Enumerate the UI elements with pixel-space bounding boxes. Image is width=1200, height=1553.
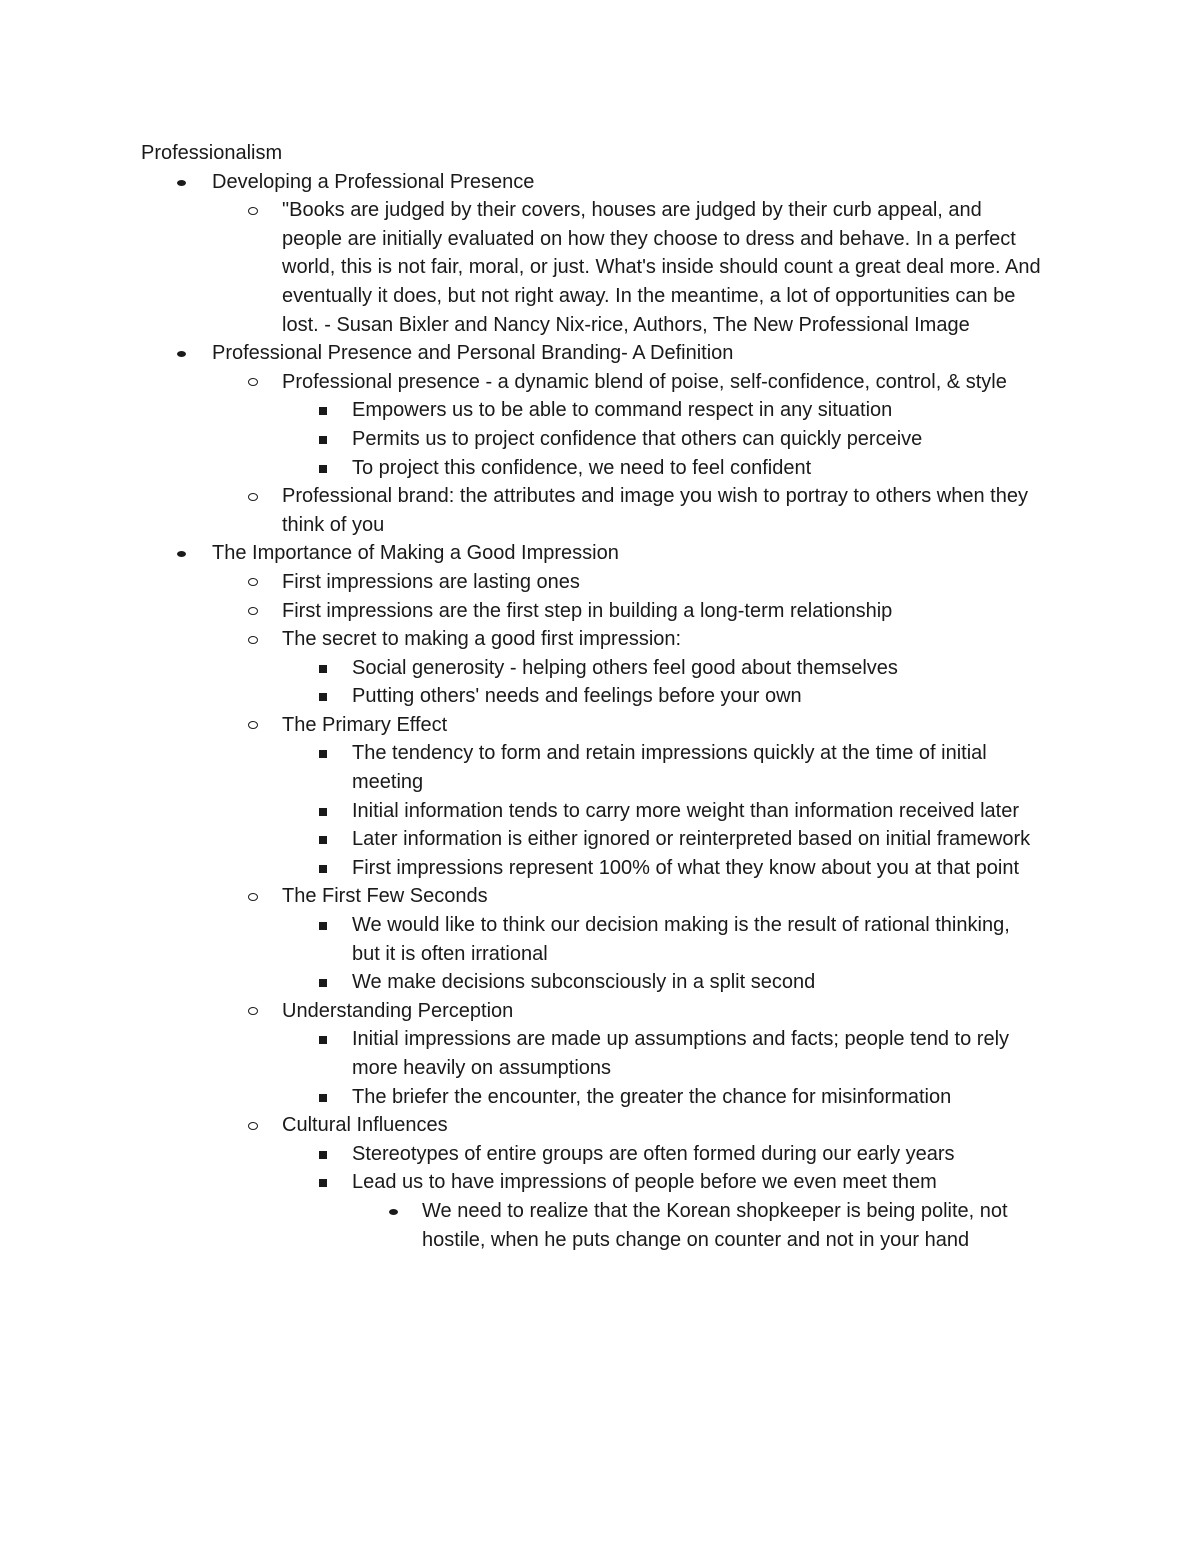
- list-item-text: Lead us to have impressions of people before we even meet them: [352, 1171, 937, 1194]
- list-item: [0, 539, 1040, 568]
- hollow-circle-bullet-icon: [248, 378, 258, 386]
- list-item: [0, 682, 1042, 711]
- list-item-text: Initial information tends to carry more weight than information received later: [352, 799, 1019, 822]
- filled-disc-bullet-icon: [177, 180, 186, 186]
- list-item: [0, 168, 1040, 197]
- list-item: [0, 1025, 1042, 1082]
- list-item: [0, 396, 1042, 425]
- list-item: [0, 739, 1042, 796]
- square-bullet-icon: [319, 665, 327, 673]
- list-item: [0, 882, 1042, 911]
- list-item: [0, 196, 1042, 339]
- list-item-text: The tendency to form and retain impressions quickly at the time of initial meeting: [352, 742, 987, 794]
- list-item-text: We need to realize that the Korean shopkeeper is being polite, not hostile, when he puts change on counter and not in your hand: [422, 1199, 1008, 1251]
- list-item-text: Professional presence - a dynamic blend of poise, self-confidence, control, & style: [282, 370, 1007, 393]
- list-item: [0, 482, 1042, 539]
- list-item-text: The Primary Effect: [282, 713, 448, 736]
- hollow-circle-bullet-icon: [248, 1122, 258, 1130]
- hollow-circle-bullet-icon: [248, 207, 258, 215]
- hollow-circle-bullet-icon: [248, 578, 258, 586]
- list-item-text: Social generosity - helping others feel good about themselves: [352, 656, 898, 679]
- square-bullet-icon: [319, 979, 327, 987]
- list-item-text: Understanding Perception: [282, 999, 514, 1022]
- hollow-circle-bullet-icon: [248, 721, 258, 729]
- list-item: [0, 425, 1042, 454]
- list-item-text: Empowers us to be able to command respect in any situation: [352, 399, 893, 422]
- list-item-text: The Importance of Making a Good Impression: [212, 542, 619, 565]
- square-bullet-icon: [319, 865, 327, 873]
- list-item: [0, 854, 1042, 883]
- list-item: [0, 968, 1042, 997]
- list-item-text: Stereotypes of entire groups are often formed during our early years: [352, 1142, 955, 1165]
- square-bullet-icon: [319, 1036, 327, 1044]
- list-item: [0, 568, 1042, 597]
- list-item: [0, 711, 1042, 740]
- square-bullet-icon: [319, 922, 327, 930]
- list-item: [0, 368, 1042, 397]
- outline-list: [0, 168, 1062, 1255]
- square-bullet-icon: [319, 1094, 327, 1102]
- list-item-text: First impressions are lasting ones: [282, 570, 580, 593]
- square-bullet-icon: [319, 407, 327, 415]
- hollow-circle-bullet-icon: [248, 493, 258, 501]
- square-bullet-icon: [319, 1151, 327, 1159]
- list-item: [0, 625, 1042, 654]
- hollow-circle-bullet-icon: [248, 636, 258, 644]
- filled-disc-bullet-icon: [177, 551, 186, 557]
- filled-disc-bullet-icon: [177, 351, 186, 357]
- list-item-text: Professional Presence and Personal Branding- A Definition: [212, 342, 734, 365]
- list-item-text: To project this confidence, we need to feel confident: [352, 456, 812, 479]
- list-item: [0, 654, 1042, 683]
- list-item-text: "Books are judged by their covers, houses are judged by their curb appeal, and people are initially evaluated on how they choose to dress and behave. In a perfect world, this is not fair, moral, or just. What's inside should count a great deal more. And eventually it does, but not right away. In the meantime, a lot of opportunities can be lost. - Susan Bixler and Nancy Nix-rice, Authors, The New Professional Image: [282, 199, 1041, 336]
- filled-disc-bullet-icon: [389, 1209, 398, 1215]
- list-item-text: The secret to making a good first impression:: [282, 628, 682, 651]
- list-item: [0, 1083, 1042, 1112]
- list-item: [0, 825, 1042, 854]
- list-item-text: Putting others' needs and feelings before your own: [352, 685, 802, 708]
- hollow-circle-bullet-icon: [248, 1007, 258, 1015]
- list-item: [0, 1111, 1042, 1140]
- square-bullet-icon: [319, 693, 327, 701]
- list-item-text: Later information is either ignored or reinterpreted based on initial framework: [352, 828, 1031, 851]
- list-item-text: The First Few Seconds: [282, 885, 488, 908]
- list-item: [0, 1140, 1042, 1169]
- list-item: [0, 1197, 1062, 1254]
- list-item-text: The briefer the encounter, the greater the chance for misinformation: [352, 1085, 952, 1108]
- square-bullet-icon: [319, 465, 327, 473]
- square-bullet-icon: [319, 750, 327, 758]
- list-item: [0, 454, 1042, 483]
- document-title: Professionalism: [141, 142, 283, 164]
- list-item: [0, 911, 1042, 968]
- hollow-circle-bullet-icon: [248, 607, 258, 615]
- list-item-text: First impressions represent 100% of what they know about you at that point: [352, 856, 1020, 879]
- list-item-text: We make decisions subconsciously in a split second: [352, 971, 816, 994]
- list-item-text: We would like to think our decision making is the result of rational thinking, but it is often irrational: [352, 914, 1010, 965]
- list-item: [0, 597, 1042, 626]
- hollow-circle-bullet-icon: [248, 893, 258, 901]
- list-item-text: Cultural Influences: [282, 1114, 448, 1137]
- list-item: [0, 339, 1040, 368]
- list-item-text: Permits us to project confidence that others can quickly perceive: [352, 427, 923, 450]
- square-bullet-icon: [319, 1179, 327, 1187]
- list-item: [0, 1168, 1042, 1197]
- list-item: [0, 797, 1042, 826]
- list-item-text: Professional brand: the attributes and image you wish to portray to others when they think of you: [282, 485, 1028, 536]
- list-item-text: Developing a Professional Presence: [212, 170, 535, 193]
- list-item: [0, 997, 1042, 1026]
- list-item-text: First impressions are the first step in building a long-term relationship: [282, 599, 893, 622]
- square-bullet-icon: [319, 836, 327, 844]
- list-item-text: Initial impressions are made up assumptions and facts; people tend to rely more heavily on assumptions: [352, 1028, 1010, 1079]
- square-bullet-icon: [319, 436, 327, 444]
- square-bullet-icon: [319, 808, 327, 816]
